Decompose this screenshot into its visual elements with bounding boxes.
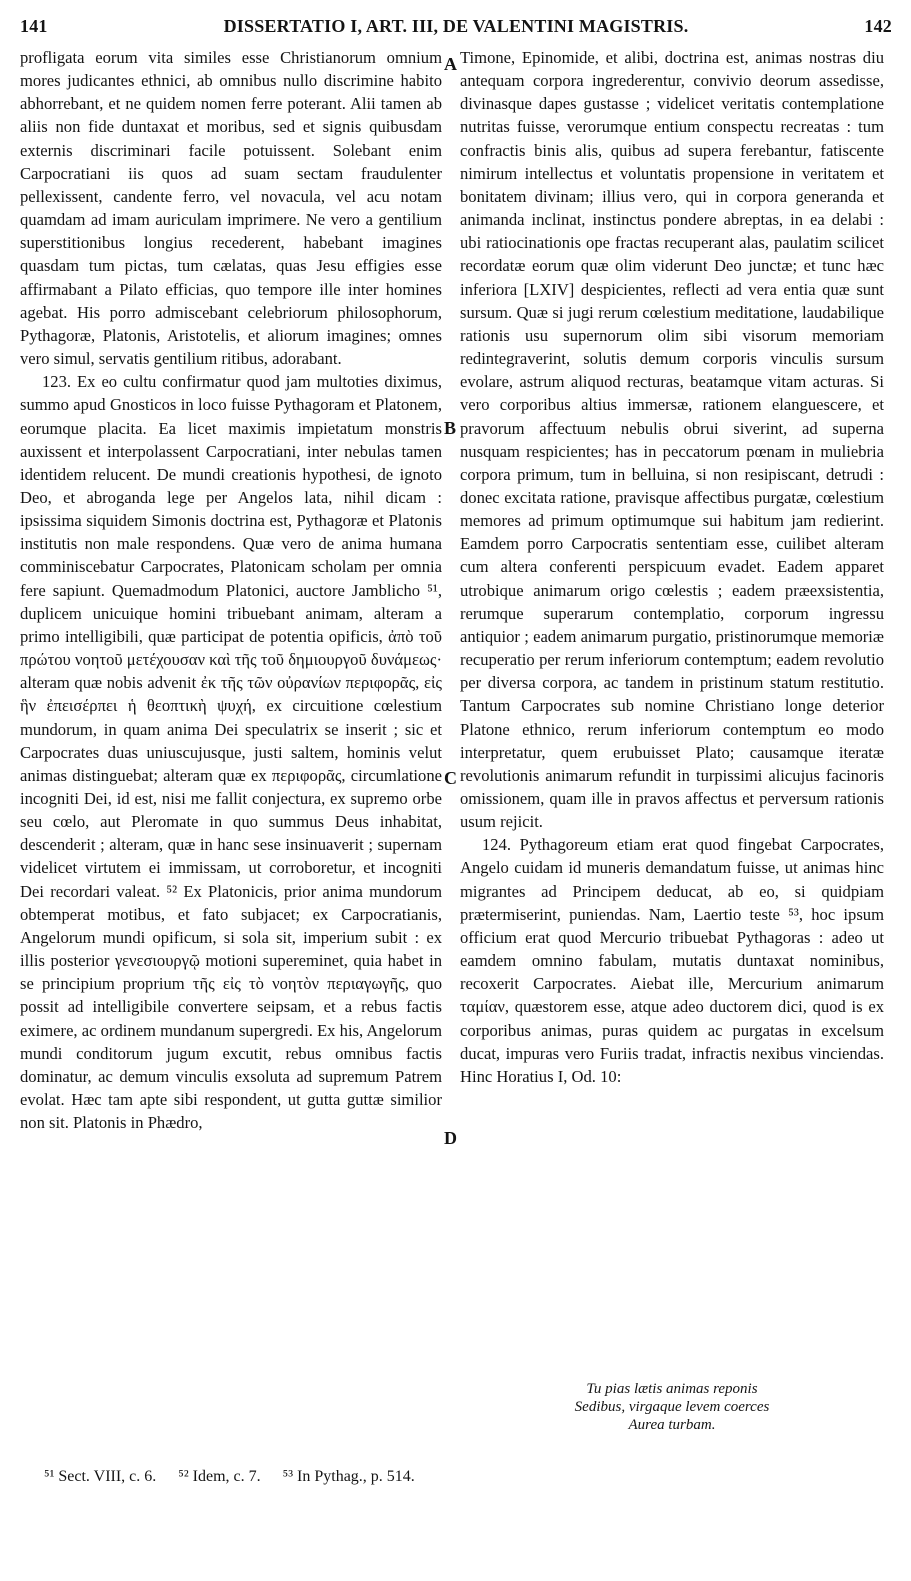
page-number-right: 142 bbox=[864, 16, 892, 36]
verse-line-1: Tu pias lætis animas reponis bbox=[586, 1381, 758, 1397]
section-marker-c: C bbox=[444, 768, 457, 788]
verse-line-3: Aurea turbam. bbox=[628, 1417, 716, 1433]
verse-line-2: Sedibus, virgaque levem coerces bbox=[574, 1399, 770, 1415]
page-number-left: 141 bbox=[20, 16, 48, 36]
footnote-52: ⁵² Idem, c. 7. bbox=[178, 1468, 261, 1485]
page-header bbox=[20, 12, 892, 42]
section-marker-d: D bbox=[444, 1128, 457, 1148]
footnotes bbox=[44, 1466, 644, 1488]
right-column bbox=[460, 46, 884, 1088]
footnote-51: ⁵¹ Sect. VIII, c. 6. bbox=[44, 1468, 157, 1485]
left-column bbox=[20, 46, 442, 1134]
section-marker-b: B bbox=[444, 418, 457, 438]
running-title: DISSERTATIO I, ART. III, DE VALENTINI MAGISTRIS. bbox=[223, 16, 689, 36]
left-paragraph-1: profligata eorum vita similes esse Christianorum omnium mores judicantes ethnici, ab omnibus nullo discrimine habito abhorrebant, et ne quidem nomen ferre poterant. Alii tamen ab aliis non fide duntaxat et moribus, sed et signis quibusdam externis discriminari facile potuissent. Solebant enim Carpocratiani iis quos ad suam sectam fraudulenter pellexissent, candente ferro, vel novacula, vel acu notam quamdam ad imam auriculam imprimere. Ne vero a gentilium superstitionibus longius recederent, habebant imagines quasdam tum pictas, tum cælatas, quas Jesu effigies esse affirmabant a Pilato efficias, quo tempore ille inter homines agebat. His porro admiscebant celebriorum philosophorum, Pythagoræ, Platonis, Aristotelis, et aliorum imagines; omnes vero simul, servatis gentilium ritibus, adorabant. bbox=[20, 48, 442, 369]
section-marker-a: A bbox=[444, 54, 457, 74]
right-paragraph-1: Timone, Epinomide, et alibi, doctrina est, animas nostras diu antequam corpora ingrederentur, convivio deorum assedisse, divinasque dapes gustasse ; videlicet veritatis contemplatione nutritas fuisse, verorumque entium conspectu recreatas : tum confractis binis alis, quibus ad supera ferebantur, fatiscente nimirum intellectus et voluntatis propensione in veritatem et bonitatem divinam; illius vero, qui in corpora generanda et animanda inclinat, instinctus pondere abreptas, in ea delabi : ubi ratiocinationis ope fractas recuperant alas, paulatim scilicet recordatæ eorum quæ olim viderunt Deo junctæ; et tunc hæc inferiora [LXIV] despicientes, reflecti ad vera entia quæ sunt sursum. Quæ si jugi rerum cœlestium meditatione, laudabilique rationis usu supernorum olim sibi visorum memoriam redintegraverint, solutis demum corporis vinculis sursum evolare, astrum aliquod recturas, beatamque vitam acturas. Si vero corporibus altius immersæ, rationem elanguescere, et pravorum affectuum nebulis obrui siverint, ad superna nusquam respicientes; has in peccatorum pœnam in muliebria corpora primum, tum in belluina, si non resipiscant, detrudi : donec excitata ratione, pravisque affectibus purgatæ, cœlestium memores ad primum optimumque sui habitum jam redierint. Eamdem porro Carpocratis sententiam esse, cuilibet alteram cum altera conferenti perspicuum evadet. Eadem apparet utrobique animarum origo cœlestis ; eadem præexsistentia, rerumque superarum contemplatio, corporum ingressu antiquior ; eadem animarum purgatio, pristinorumque memoriæ recuperatio per rerum inferiorum contemptum; eadem revolutio per diversa corpora, ac tandem in pristinum statum restitutio. Tantum Carpocrates sub nomine Christiano longe deterior Platone ethnico, rerum inferiorum contemptum eo modo interpretatur, quem erubuisset Plato; causamque iteratæ revolutionis animarum refundit in turpissimi alicujus facinoris omissionem, quam ille in pravos affectus et perversum rationis usum rejicit. bbox=[460, 48, 884, 832]
footnote-53: ⁵³ In Pythag., p. 514. bbox=[282, 1468, 415, 1485]
right-paragraph-124: 124. Pythagoreum etiam erat quod fingebat Carpocrates, Angelo cuidam id muneris demandatum fuisse, ut animas hinc migrantes ad Principem deducat, ab eo, si quidpiam prætermiserint, puniendas. Nam, Laertio teste ⁵³, hoc ipsum officium erat quod Mercurio tribuebat Pythagoras : adeo ut eamdem omnino fabulam, mutatis duntaxat nominibus, recoxerit Carpocrates. Aiebat ille, Mercurium animarum ταμίαν, quæstorem esse, atque adeo ductorem dici, quod is ex corporibus animas, puras quidem ac purgatas in excelsum ducat, impuras vero Furiis tradat, infractis nexibus vinciendas. Hinc Horatius I, Od. 10: bbox=[460, 835, 884, 1086]
horace-verse bbox=[460, 1380, 884, 1434]
left-paragraph-123: 123. Ex eo cultu confirmatur quod jam multoties diximus, summo apud Gnosticos in loco fuisse Pythagoram et Platonem, eorumque placita. Ea licet maximis impietatum monstris auxissent et interpolassent Carpocratiani, inter nebulas tamen identidem relucent. De mundi creationis hypothesi, de ignoto Deo, et abroganda lege per Angelos lata, nihil dicam : ipsissima siquidem Simonis doctrina est, Pythagoræ et Platonis institutis non male respondens. Quæ vero de anima humana comminiscebatur Carpocrates, Platonicam scholam per omnia fere sapiunt. Quemadmodum Platonici, auctore Jamblicho ⁵¹, duplicem unicuique homini tribuebant animam, alteram a primo intelligibili, quæ participat de potentia opificis, ἀπὸ τοῦ πρώτου νοητοῦ μετέχουσαν καὶ τῆς τοῦ δημιουργοῦ δυνάμεως· alteram quæ nobis advenit ἐκ τῆς τῶν οὐρανίων περιφορᾶς, εἰς ἣν ἐπεισέρπει ἡ θεοπτικὴ ψυχή, ex circuitione cœlestium mundorum, in quam anima Dei speculatrix se inserit ; sic et Carpocrates duas uniuscujusque, justi saltem, hominis velut animas distinguebat; alteram quæ ex περιφορᾶς, circumlatione incogniti Dei, id est, nisi me fallit conjectura, ex supremo orbe seu cœlo, aut Pleromate in quo summus Deus inhabitat, descenderit ; alteram, quæ in hanc sese insinuaverit ; supernam videlicet virtutem ei immissam, ut corroboretur, et incogniti Dei recordari valeat. ⁵² Ex Platonicis, prior anima mundorum obtemperat motibus, et fato subjacet; ex Carpocratianis, Angelorum mundi opificum, si sola sit, imperium subit : ex illis posterior γενεσιουργῷ motioni supereminet, quia habet in se principium proprium τῆς εἰς τὸ νοητὸν περιαγωγῆς, quo possit ad intelligibile convertere seipsam, et a rebus factis eximere, ac ordinem mundanum supergredi. Ex his, Angelorum mundi conditorum jugum excutit, rebus omnibus factis dominatur, ac demum vinculis exsoluta ad supremum Patrem evolat. Hæc tam apte sibi respondent, ut gutta guttæ similior non sit. Platonis in Phædro, bbox=[20, 372, 442, 1133]
